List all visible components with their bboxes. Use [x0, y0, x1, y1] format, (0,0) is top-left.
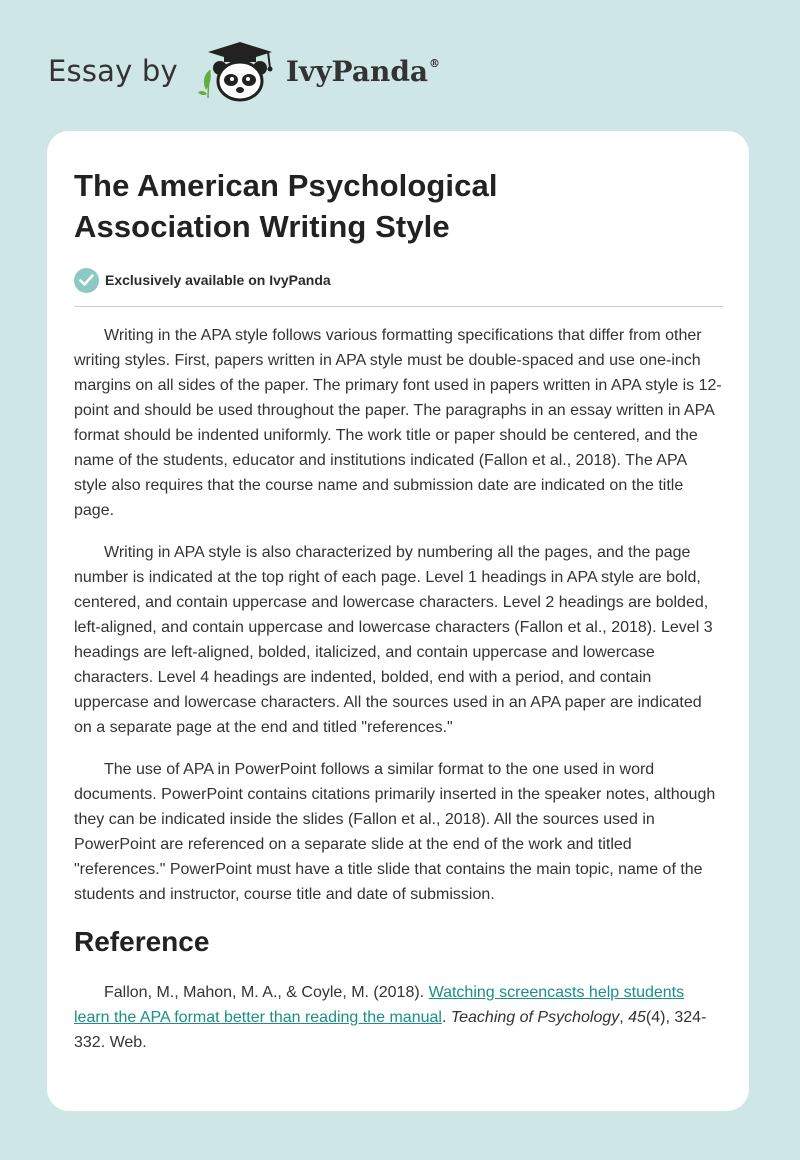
- paragraph: Writing in APA style is also characterized by numbering all the pages, and the page number is indicated at the top right of each page. Level 1 headings in APA style are bold, centered, and contain uppercase and lowercase characters. Level 2 headings are bolded, left-aligned, and contain uppercase and lowercase characters (Fallon et al., 2018). Level 3 headings are left-aligned, bolded, italicized, and contain uppercase and lowercase characters. Level 4 headings are indented, bolded, end with a period, and contain uppercase and lowercase characters. All the sources used in an APA paper are indicated on a separate page at the end and titled "references.": [74, 544, 713, 736]
- essay-title-line1: The American Psychological: [74, 168, 498, 203]
- brand-header[interactable]: [48, 38, 440, 104]
- essay-body: [74, 323, 723, 907]
- essay-title: [74, 165, 723, 247]
- brand-name: [286, 55, 440, 88]
- paragraph: The use of APA in PowerPoint follows a similar format to the one used in word documents. PowerPoint contains citations primarily inserted in the speaker notes, although they can be indicated inside the slides (Fallon et al., 2018). All the sources used in PowerPoint are referenced on a separate slide at the end of the work and titled "references." PowerPoint must have a title slide that contains the main topic, name of the students and instructor, course title and date of submission.: [74, 761, 716, 903]
- reference-heading: Reference: [74, 926, 210, 957]
- check-icon: [74, 268, 99, 293]
- reference-rest: (4), 324-332. Web.: [74, 1009, 707, 1051]
- essay-title-line2: Association Writing Style: [74, 209, 450, 244]
- divider: [74, 306, 723, 307]
- panda-graduate-icon: [194, 38, 282, 104]
- registered-mark: ®: [429, 56, 441, 70]
- reference-volume: 45: [628, 1009, 646, 1026]
- brand-prefix: Essay by: [48, 54, 178, 88]
- exclusive-badge: [74, 267, 723, 293]
- essay-card: [47, 131, 749, 1111]
- brand-name-text: IvyPanda: [285, 54, 429, 88]
- reference-sep: ,: [619, 1009, 629, 1026]
- reference-link[interactable]: Watching screencasts help students learn the APA format better than reading the manual: [74, 984, 685, 1026]
- reference-authors: Fallon, M., Mahon, M. A., & Coyle, M. (2018).: [104, 984, 429, 1001]
- reference-journal: Teaching of Psychology: [450, 1009, 620, 1026]
- reference-entry: [74, 980, 723, 1055]
- reference-after-link: .: [441, 1009, 451, 1026]
- paragraph: Writing in the APA style follows various formatting specifications that differ from other writing styles. First, papers written in APA style must be double-spaced and use one-inch margins on all sides of the paper. The primary font used in papers written in APA style is 12-point and should be used throughout the paper. The paragraphs in an essay written in APA format should be indented uniformly. The work title or paper should be centered, and the name of the students, educator and institutions indicated (Fallon et al., 2018). The APA style also requires that the course name and submission date are indicated on the title page.: [74, 327, 722, 519]
- badge-text: Exclusively available on IvyPanda: [105, 272, 331, 288]
